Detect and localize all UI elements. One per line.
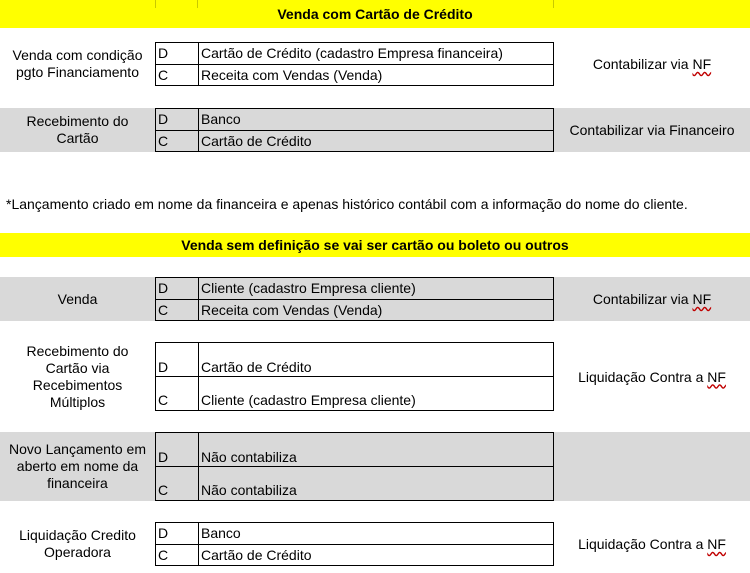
debit-code: D	[156, 523, 199, 544]
credit-account: Cliente (cadastro Empresa cliente)	[201, 392, 416, 408]
row-label-venda-financiamento: Venda com condição pgto Financiamento	[12, 47, 143, 80]
row-action: Liquidação Contra a NF	[578, 368, 726, 385]
credit-code: C	[156, 131, 199, 151]
credit-account: Receita com Vendas (Venda)	[201, 302, 383, 318]
debit-account: Cliente (cadastro Empresa cliente)	[201, 280, 416, 296]
entry-table	[155, 108, 554, 152]
row-action: Contabilizar via NF	[592, 56, 712, 72]
debit-account: Cartão de Crédito	[201, 359, 312, 375]
footnote: *Lançamento criado em nome da financeira e apenas histórico contábil com a informação do nome do cliente.	[6, 196, 688, 212]
credit-account: Receita com Vendas (Venda)	[201, 67, 383, 83]
debit-account: Banco	[201, 111, 241, 127]
band-tick	[197, 0, 198, 8]
credit-code: C	[156, 300, 199, 320]
credit-account: Cartão de Crédito	[201, 547, 312, 563]
entry-table	[155, 522, 554, 566]
debit-code: D	[156, 278, 199, 299]
debit-account: Cartão de Crédito (cadastro Empresa financeira)	[201, 45, 503, 61]
entry-table	[155, 342, 554, 411]
row-label-liquidacao-operadora: Liquidação Credito Operadora	[19, 527, 136, 560]
entry-table	[155, 42, 554, 86]
section1-title: Venda com Cartão de Crédito	[277, 6, 473, 22]
entry-table	[155, 432, 554, 501]
debit-code: D	[156, 343, 199, 377]
debit-account: Banco	[201, 525, 241, 541]
section2-title-band	[0, 233, 750, 257]
debit-code: D	[156, 433, 199, 467]
row-label-novo-lancamento: Novo Lançamento em aberto em nome da financeira	[9, 441, 146, 491]
row-label-venda: Venda	[57, 290, 98, 307]
credit-account: Cartão de Crédito	[201, 133, 312, 149]
row-label-recebimento-multiplos: Recebimento do Cartão via Recebimentos Múltiplos	[26, 342, 129, 410]
debit-account: Não contabiliza	[201, 449, 297, 465]
band-tick	[553, 0, 554, 8]
section1-title-band	[0, 0, 750, 28]
debit-code: D	[156, 43, 199, 64]
debit-code: D	[156, 109, 199, 130]
credit-code: C	[156, 377, 199, 410]
band-tick	[155, 0, 156, 8]
row-label-recebimento-cartao: Recebimento do Cartão	[26, 113, 129, 146]
row-action: Liquidação Contra a NF	[578, 536, 726, 552]
section2-title: Venda sem definição se vai ser cartão ou boleto ou outros	[181, 237, 569, 253]
credit-code: C	[156, 467, 199, 500]
row-action: Contabilizar via Financeiro	[569, 122, 735, 138]
row-action: Contabilizar via NF	[592, 291, 712, 307]
entry-table	[155, 277, 554, 321]
credit-code: C	[156, 545, 199, 565]
credit-account: Não contabiliza	[201, 482, 297, 498]
credit-code: C	[156, 65, 199, 85]
